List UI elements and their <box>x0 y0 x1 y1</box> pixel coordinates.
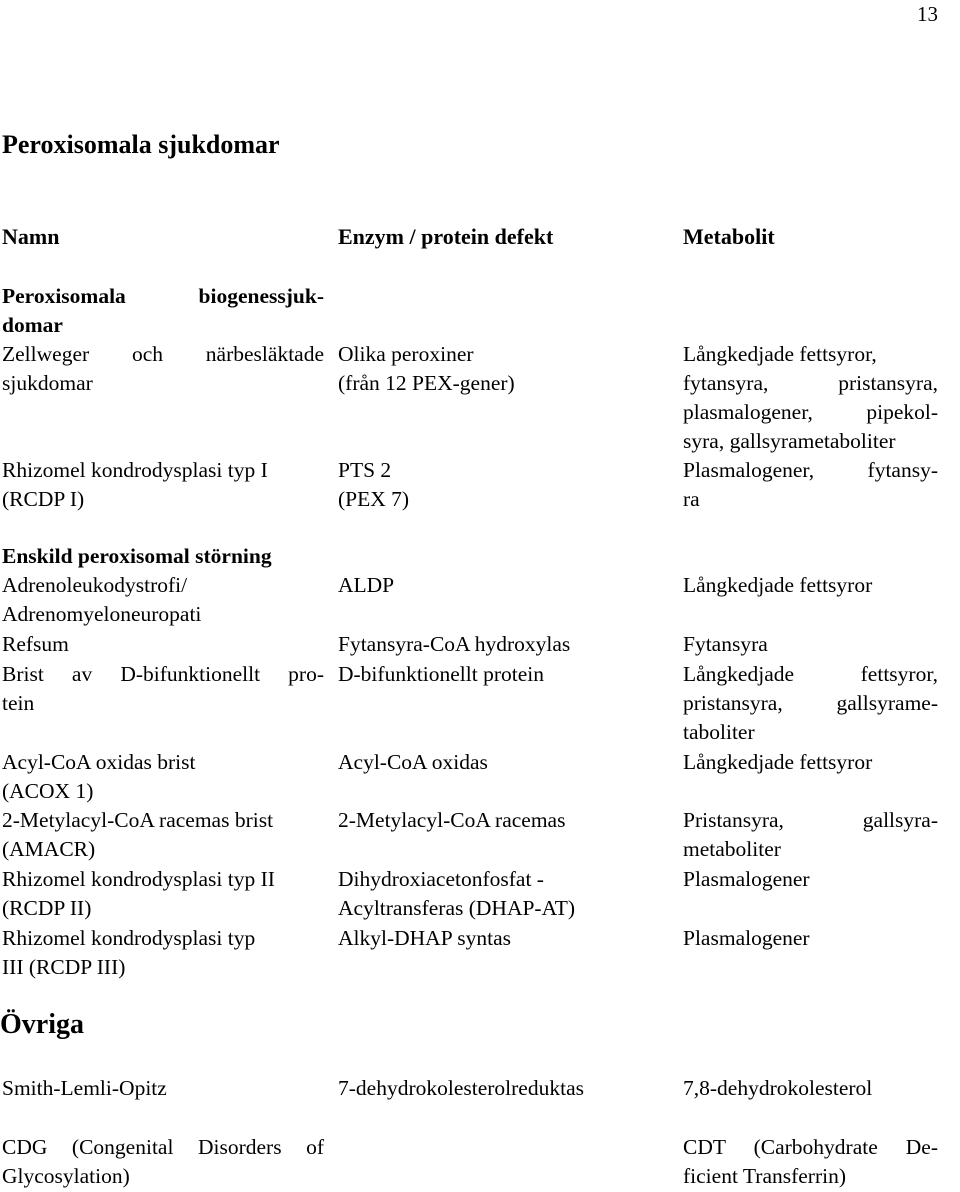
metabolite-cell <box>683 571 938 600</box>
metabolite-cell <box>683 340 938 456</box>
text-line: Glycosylation) <box>2 1164 130 1188</box>
text-line: (från 12 PEX-gener) <box>338 371 515 395</box>
text-line: ficient Transferrin) <box>683 1164 847 1188</box>
text-line: Pristansyra, gallsyra- <box>683 808 938 832</box>
text-line: Plasmalogener, fytansy- <box>683 458 938 482</box>
column-header-metabolite: Metabolit <box>683 224 775 249</box>
text-line: 7,8-dehydrokolesterol <box>683 1076 873 1100</box>
section-title-line: domar <box>2 313 63 337</box>
text-line: pristansyra, gallsyrame- <box>683 691 938 715</box>
text-line: 2-Metylacyl-CoA racemas <box>338 808 566 832</box>
metabolite-cell <box>683 865 938 894</box>
text-line: III (RCDP III) <box>2 955 126 979</box>
text-line: (RCDP II) <box>2 896 92 920</box>
enzyme-cell <box>338 806 668 835</box>
metabolite-cell <box>683 456 938 514</box>
disease-name-cell <box>2 748 324 806</box>
enzyme-cell <box>338 865 668 923</box>
disease-name-cell <box>2 806 324 864</box>
text-line: 2-Metylacyl-CoA racemas brist <box>2 808 274 832</box>
disease-name-cell <box>2 340 324 398</box>
text-line: PTS 2 <box>338 458 392 482</box>
text-line: Långkedjade fettsyror <box>683 750 873 774</box>
text-line: Långkedjade fettsyror <box>683 573 873 597</box>
text-line: CDT (Carbohydrate De- <box>683 1135 938 1159</box>
disease-name-cell <box>2 1133 324 1191</box>
text-line: (AMACR) <box>2 837 96 861</box>
metabolite-cell <box>683 924 938 953</box>
enzyme-cell <box>338 924 668 953</box>
text-line: sjukdomar <box>2 371 93 395</box>
column-header-name: Namn <box>2 224 60 249</box>
text-line: (ACOX 1) <box>2 779 94 803</box>
text-line: fytansyra, pristansyra, <box>683 371 938 395</box>
enzyme-cell <box>338 1074 668 1103</box>
text-line: Rhizomel kondrodysplasi typ II <box>2 867 275 891</box>
text-line: Zellweger och närbesläktade <box>2 342 324 366</box>
enzyme-cell <box>338 630 668 659</box>
enzyme-cell <box>338 340 668 398</box>
text-line: Fytansyra <box>683 632 768 656</box>
text-line: Plasmalogener <box>683 926 810 950</box>
page-title: Peroxisomala sjukdomar <box>2 130 280 159</box>
text-line: Adrenomyeloneuropati <box>2 602 202 626</box>
enzyme-cell <box>338 456 668 514</box>
text-line: Rhizomel kondrodysplasi typ I <box>2 458 268 482</box>
text-line: (PEX 7) <box>338 487 410 511</box>
disease-name-cell <box>2 456 324 514</box>
column-header-enzyme: Enzym / protein defekt <box>338 224 554 249</box>
section-title-other: Övriga <box>0 1009 84 1040</box>
text-line: 7-dehydrokolesterolreduktas <box>338 1076 584 1100</box>
text-line: Långkedjade fettsyror, <box>683 662 938 686</box>
text-line: Acyl-CoA oxidas brist <box>2 750 196 774</box>
text-line: metaboliter <box>683 837 781 861</box>
text-line: Acyltransferas (DHAP-AT) <box>338 896 576 920</box>
text-line: syra, gallsyrametaboliter <box>683 429 896 453</box>
text-line: Rhizomel kondrodysplasi typ <box>2 926 256 950</box>
metabolite-cell <box>683 748 938 777</box>
disease-name-cell <box>2 865 324 923</box>
text-line: Dihydroxiacetonfosfat - <box>338 867 544 891</box>
text-line: Alkyl-DHAP syntas <box>338 926 511 950</box>
text-line: Adrenoleukodystrofi/ <box>2 573 188 597</box>
metabolite-cell <box>683 660 938 747</box>
text-line: D-bifunktionellt protein <box>338 662 545 686</box>
text-line: Brist av D-bifunktionellt pro- <box>2 662 324 686</box>
metabolite-cell <box>683 1074 938 1103</box>
disease-name-cell <box>2 571 324 629</box>
disease-name-cell <box>2 924 324 982</box>
section-title-single-disorder: Enskild peroxisomal störning <box>2 544 272 568</box>
text-line: tein <box>2 691 35 715</box>
text-line: taboliter <box>683 720 755 744</box>
text-line: Långkedjade fettsyror, <box>683 342 877 366</box>
text-line: Plasmalogener <box>683 867 810 891</box>
disease-name-cell <box>2 1074 324 1103</box>
enzyme-cell <box>338 571 668 600</box>
enzyme-cell <box>338 748 668 777</box>
text-line: Refsum <box>2 632 69 656</box>
text-line: Smith-Lemli-Opitz <box>2 1076 167 1100</box>
text-line: Olika peroxiner <box>338 342 474 366</box>
enzyme-cell <box>338 660 668 689</box>
metabolite-cell <box>683 1133 938 1191</box>
metabolite-cell <box>683 806 938 864</box>
text-line: CDG (Congenital Disorders of <box>2 1135 324 1159</box>
text-line: Fytansyra-CoA hydroxylas <box>338 632 571 656</box>
text-line: plasmalogener, pipekol- <box>683 400 938 424</box>
text-line: ALDP <box>338 573 395 597</box>
text-line: ra <box>683 487 700 511</box>
section-title-biogenesis <box>2 282 324 340</box>
text-line: (RCDP I) <box>2 487 85 511</box>
text-line: Acyl-CoA oxidas <box>338 750 488 774</box>
metabolite-cell <box>683 630 938 659</box>
page-number: 13 <box>917 2 938 26</box>
disease-name-cell <box>2 660 324 718</box>
section-title-line: Peroxisomala biogenessjuk- <box>2 284 324 308</box>
disease-name-cell <box>2 630 324 659</box>
